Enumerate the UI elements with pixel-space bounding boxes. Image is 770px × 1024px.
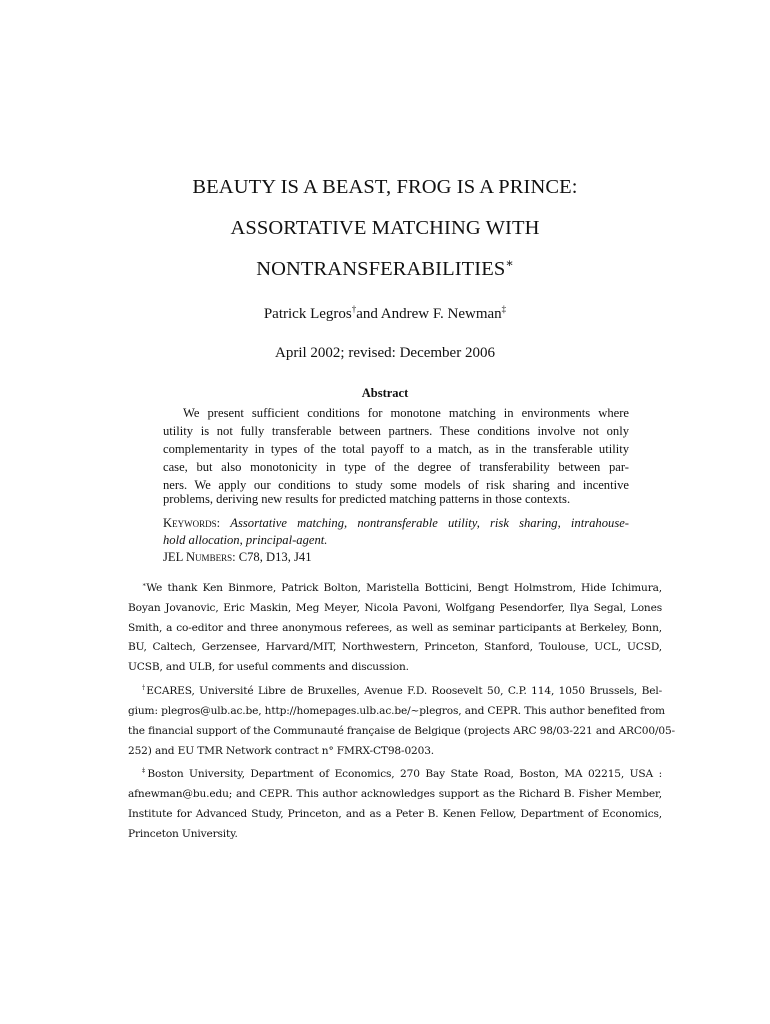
- footnote-text: Boston University, Department of Economics, 270 Bay State Road, Boston, MA 02215, USA :: [147, 768, 663, 780]
- footnote-star-line: UCSB, and ULB, for useful comments and discussion.: [128, 661, 409, 673]
- jel-label: JEL Numbers:: [163, 550, 236, 564]
- footnote-dagger-line: the financial support of the Communauté française de Belgique (projects ARC 98/03-221 and ARC00/05-: [128, 725, 675, 737]
- title-footnote-mark: ∗: [505, 256, 514, 271]
- author-1: Patrick Legros: [263, 306, 352, 322]
- footnote-star-line: BU, Caltech, Gerzensee, Harvard/MIT, Northwestern, Princeton, Stanford, Toulouse, UCL, UCSD,: [128, 641, 662, 653]
- footnote-dagger-mark: †: [142, 684, 147, 692]
- author-1-footnote-mark: †: [351, 304, 357, 314]
- authors: [0, 306, 770, 323]
- footnote-dagger-line: gium: plegros@ulb.ac.be, http://homepages.ulb.ac.be/~plegros, and CEPR. This author benefited from: [128, 705, 665, 717]
- keywords-label: Keywords:: [163, 516, 221, 530]
- footnote-star-mark: ∗: [142, 581, 147, 589]
- abstract-line: problems, deriving new results for predicted matching patterns in those contexts.: [163, 492, 571, 506]
- title-line-3: [0, 258, 770, 281]
- jel-codes: C78, D13, J41: [238, 550, 312, 564]
- keywords-text: Assortative matching, nontransferable utility, risk sharing, intrahouse-: [230, 516, 629, 530]
- footnote-star-line: [142, 582, 662, 594]
- abstract-line: complementarity in types of the total payoff to a match, as in the transferable utility: [163, 442, 629, 456]
- author-2-footnote-mark: ‡: [501, 304, 507, 314]
- footnote-star-line: Boyan Jovanovic, Eric Maskin, Meg Meyer, Nicola Pavoni, Wolfgang Pesendorfer, Ilya Segal, Lones: [128, 602, 662, 614]
- keywords-line-1: [163, 516, 629, 531]
- footnote-ddagger-mark: ‡: [142, 767, 148, 775]
- abstract-line: utility is not fully transferable between partners. These conditions involve not only: [163, 424, 629, 438]
- footnote-text: ECARES, Université Libre de Bruxelles, Avenue F.D. Roosevelt 50, C.P. 114, 1050 Brussels, Bel-: [146, 685, 663, 697]
- footnote-star-line: Smith, a co-editor and three anonymous referees, as well as seminar participants at Berkeley, Bonn,: [128, 622, 662, 634]
- footnote-ddagger-line: [142, 768, 662, 780]
- keywords-line-2: [163, 533, 629, 548]
- jel-line: [163, 550, 629, 565]
- abstract-heading: Abstract: [361, 386, 409, 400]
- abstract-line: We present sufficient conditions for monotone matching in environments where: [183, 406, 629, 420]
- footnote-dagger-line: 252) and EU TMR Network contract n° FMRX-CT98-0203.: [128, 745, 435, 757]
- footnote-dagger-line: [142, 685, 662, 697]
- author-2: and Andrew F. Newman: [356, 306, 502, 322]
- keywords-text-continued: hold allocation, principal-agent.: [163, 533, 328, 547]
- title-line-1: BEAUTY IS A BEAST, FROG IS A PRINCE:: [192, 176, 578, 198]
- abstract-line: ners. We apply our conditions to study some models of risk sharing and incentive: [163, 478, 629, 492]
- footnote-ddagger-line: Institute for Advanced Study, Princeton, and as a Peter B. Kenen Fellow, Department of Economics,: [128, 808, 662, 820]
- title-line-2: ASSORTATIVE MATCHING WITH: [230, 217, 540, 239]
- title-line-3-text: NONTRANSFERABILITIES: [256, 258, 506, 280]
- footnote-text: We thank Ken Binmore, Patrick Bolton, Maristella Botticini, Bengt Holmstrom, Hide Ichimura,: [146, 582, 662, 594]
- abstract-line: case, but also monotonicity in type of the degree of transferability between par-: [163, 460, 629, 474]
- footnote-ddagger-line: Princeton University.: [128, 828, 238, 840]
- footnote-ddagger-line: afnewman@bu.edu; and CEPR. This author acknowledges support as the Richard B. Fisher Member,: [128, 788, 662, 800]
- date: April 2002; revised: December 2006: [275, 345, 495, 361]
